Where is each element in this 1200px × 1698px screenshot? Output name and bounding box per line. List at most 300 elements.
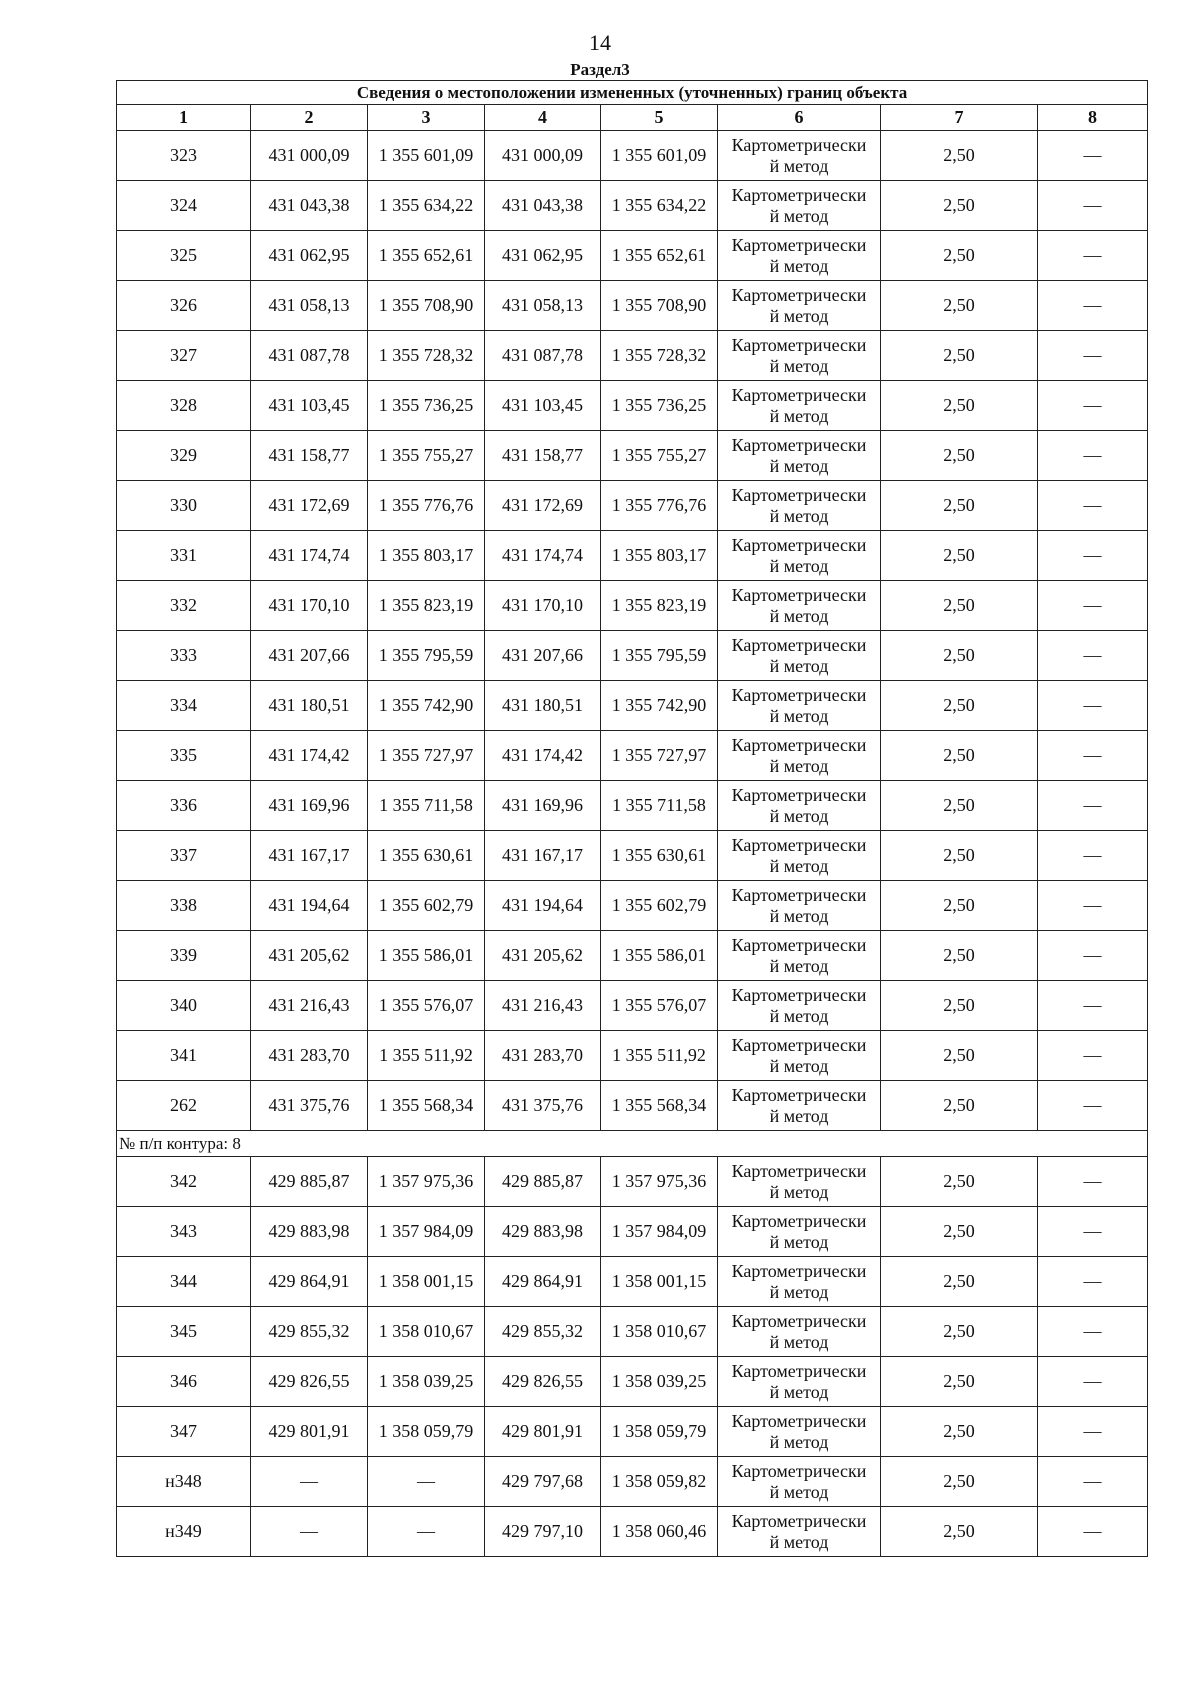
method-line: й метод [769,1005,829,1026]
x-new-cell: 431 169,96 [485,781,601,831]
description-cell: — [1038,731,1148,781]
accuracy-cell: 2,50 [881,331,1038,381]
description-cell: — [1038,381,1148,431]
x-old-cell: 429 864,91 [251,1257,368,1307]
y-old-cell: 1 357 975,36 [368,1157,485,1207]
method-line: й метод [769,1181,829,1202]
method-line: й метод [769,1331,829,1352]
method-line: й метод [769,855,829,876]
table-title: Сведения о местоположении измененных (уточненных) границ объекта [117,81,1148,105]
y-new-cell: 1 355 795,59 [601,631,718,681]
method-cell [718,231,881,281]
contour-label: № п/п контура: 8 [117,1131,1148,1157]
method-line: й метод [769,1431,829,1452]
y-old-cell: 1 355 803,17 [368,531,485,581]
method-line: й метод [769,605,829,626]
method-line: Картометрически [731,1410,867,1431]
method-line: й метод [769,1055,829,1076]
y-old-cell: 1 355 630,61 [368,831,485,881]
method-line: Картометрически [731,334,867,355]
x-new-cell: 429 855,32 [485,1307,601,1357]
accuracy-cell: 2,50 [881,981,1038,1031]
x-old-cell: 429 826,55 [251,1357,368,1407]
x-new-cell: 431 062,95 [485,231,601,281]
y-new-cell: 1 355 602,79 [601,881,718,931]
accuracy-cell: 2,50 [881,1157,1038,1207]
x-new-cell: 431 087,78 [485,331,601,381]
y-new-cell: 1 355 511,92 [601,1031,718,1081]
point-number-cell: 331 [117,531,251,581]
method-cell [718,631,881,681]
method-line: Картометрически [731,1210,867,1231]
accuracy-cell: 2,50 [881,281,1038,331]
x-old-cell: 431 000,09 [251,131,368,181]
description-cell: — [1038,631,1148,681]
method-line: Картометрически [731,534,867,555]
x-new-cell: 431 174,74 [485,531,601,581]
method-cell [718,581,881,631]
y-old-cell: 1 355 742,90 [368,681,485,731]
y-old-cell: 1 355 601,09 [368,131,485,181]
point-number-cell: 332 [117,581,251,631]
x-old-cell: — [251,1457,368,1507]
accuracy-cell: 2,50 [881,1081,1038,1131]
accuracy-cell: 2,50 [881,781,1038,831]
method-line: Картометрически [731,1360,867,1381]
page-number: 14 [589,30,611,55]
x-new-cell: 431 103,45 [485,381,601,431]
table-row [117,531,1148,581]
method-line: Картометрически [731,1310,867,1331]
method-line: Картометрически [731,1510,867,1531]
y-new-cell: 1 358 010,67 [601,1307,718,1357]
y-new-cell: 1 355 652,61 [601,231,718,281]
accuracy-cell: 2,50 [881,531,1038,581]
method-line: й метод [769,155,829,176]
x-old-cell: 431 172,69 [251,481,368,531]
method-line: Картометрически [731,1084,867,1105]
y-new-cell: 1 355 708,90 [601,281,718,331]
point-number-cell: 330 [117,481,251,531]
method-line: й метод [769,355,829,376]
x-old-cell: 431 170,10 [251,581,368,631]
y-old-cell: 1 358 059,79 [368,1407,485,1457]
table-row [117,381,1148,431]
y-old-cell: 1 357 984,09 [368,1207,485,1257]
accuracy-cell: 2,50 [881,481,1038,531]
description-cell: — [1038,1457,1148,1507]
point-number-cell: 326 [117,281,251,331]
table-row [117,431,1148,481]
point-number-cell: 339 [117,931,251,981]
point-number-cell: 345 [117,1307,251,1357]
method-cell [718,931,881,981]
table-row [117,1081,1148,1131]
point-number-cell: 342 [117,1157,251,1207]
x-new-cell: 431 194,64 [485,881,601,931]
table-row [117,331,1148,381]
y-old-cell: 1 358 010,67 [368,1307,485,1357]
table-row [117,1457,1148,1507]
description-cell: — [1038,681,1148,731]
y-new-cell: 1 355 601,09 [601,131,718,181]
y-new-cell: 1 355 727,97 [601,731,718,781]
y-old-cell: 1 355 736,25 [368,381,485,431]
y-old-cell: 1 355 602,79 [368,881,485,931]
y-old-cell: 1 355 795,59 [368,631,485,681]
x-new-cell: 431 043,38 [485,181,601,231]
y-new-cell: 1 355 755,27 [601,431,718,481]
y-new-cell: 1 355 568,34 [601,1081,718,1131]
method-cell [718,781,881,831]
y-new-cell: 1 355 823,19 [601,581,718,631]
method-cell [718,131,881,181]
table-row [117,681,1148,731]
method-line: Картометрически [731,884,867,905]
table-row [117,131,1148,181]
x-old-cell: 429 855,32 [251,1307,368,1357]
method-cell [718,181,881,231]
point-number-cell: 340 [117,981,251,1031]
y-new-cell: 1 358 039,25 [601,1357,718,1407]
column-number: 6 [718,105,881,131]
point-number-cell: 262 [117,1081,251,1131]
description-cell: — [1038,331,1148,381]
method-cell [718,881,881,931]
point-number-cell: 333 [117,631,251,681]
point-number-cell: н349 [117,1507,251,1557]
method-cell [718,1081,881,1131]
point-number-cell: 334 [117,681,251,731]
accuracy-cell: 2,50 [881,431,1038,481]
y-old-cell: 1 355 568,34 [368,1081,485,1131]
method-line: й метод [769,555,829,576]
contour-label-row [117,1131,1148,1157]
column-number: 8 [1038,105,1148,131]
x-old-cell: 431 158,77 [251,431,368,481]
y-old-cell: 1 355 511,92 [368,1031,485,1081]
method-line: Картометрически [731,384,867,405]
table-row [117,231,1148,281]
column-number: 4 [485,105,601,131]
method-cell [718,331,881,381]
description-cell: — [1038,581,1148,631]
accuracy-cell: 2,50 [881,131,1038,181]
method-line: й метод [769,1481,829,1502]
method-cell [718,1031,881,1081]
y-new-cell: 1 355 630,61 [601,831,718,881]
y-old-cell: 1 355 755,27 [368,431,485,481]
description-cell: — [1038,181,1148,231]
x-new-cell: 431 174,42 [485,731,601,781]
x-new-cell: 431 216,43 [485,981,601,1031]
table-row [117,1407,1148,1457]
point-number-cell: 344 [117,1257,251,1307]
y-new-cell: 1 355 803,17 [601,531,718,581]
method-line: Картометрически [731,1034,867,1055]
method-cell [718,731,881,781]
y-new-cell: 1 355 776,76 [601,481,718,531]
x-old-cell: 431 205,62 [251,931,368,981]
column-number: 2 [251,105,368,131]
x-old-cell: 431 174,74 [251,531,368,581]
x-old-cell: 431 194,64 [251,881,368,931]
x-old-cell: 431 058,13 [251,281,368,331]
description-cell: — [1038,931,1148,981]
point-number-cell: н348 [117,1457,251,1507]
method-line: й метод [769,805,829,826]
column-number: 5 [601,105,718,131]
y-old-cell: 1 355 586,01 [368,931,485,981]
method-line: й метод [769,205,829,226]
method-cell [718,531,881,581]
y-new-cell: 1 358 059,79 [601,1407,718,1457]
accuracy-cell: 2,50 [881,1257,1038,1307]
accuracy-cell: 2,50 [881,1407,1038,1457]
method-cell [718,1207,881,1257]
table-row [117,1257,1148,1307]
description-cell: — [1038,1357,1148,1407]
method-line: Картометрически [731,434,867,455]
description-cell: — [1038,1207,1148,1257]
method-line: Картометрически [731,834,867,855]
method-cell [718,481,881,531]
x-new-cell: 431 000,09 [485,131,601,181]
method-cell [718,1307,881,1357]
accuracy-cell: 2,50 [881,731,1038,781]
accuracy-cell: 2,50 [881,631,1038,681]
column-number: 7 [881,105,1038,131]
description-cell: — [1038,1031,1148,1081]
method-line: й метод [769,255,829,276]
y-old-cell: 1 355 576,07 [368,981,485,1031]
accuracy-cell: 2,50 [881,381,1038,431]
description-cell: — [1038,1307,1148,1357]
method-cell [718,1457,881,1507]
method-line: Картометрически [731,584,867,605]
y-old-cell: 1 355 728,32 [368,331,485,381]
method-line: й метод [769,1281,829,1302]
accuracy-cell: 2,50 [881,681,1038,731]
y-new-cell: 1 357 975,36 [601,1157,718,1207]
accuracy-cell: 2,50 [881,1507,1038,1557]
method-line: й метод [769,955,829,976]
x-old-cell: 431 103,45 [251,381,368,431]
y-new-cell: 1 355 586,01 [601,931,718,981]
method-line: Картометрически [731,1260,867,1281]
x-new-cell: 431 158,77 [485,431,601,481]
table-row [117,1207,1148,1257]
x-old-cell: 431 167,17 [251,831,368,881]
description-cell: — [1038,531,1148,581]
table-row [117,831,1148,881]
table-row [117,281,1148,331]
method-line: Картометрически [731,284,867,305]
point-number-cell: 337 [117,831,251,881]
table-row [117,631,1148,681]
table-row [117,1307,1148,1357]
table-row [117,481,1148,531]
section-title: Раздел3 [570,60,630,79]
table-row [117,931,1148,981]
y-old-cell: 1 355 823,19 [368,581,485,631]
table-row [117,1157,1148,1207]
accuracy-cell: 2,50 [881,831,1038,881]
description-cell: — [1038,1081,1148,1131]
y-old-cell: 1 358 039,25 [368,1357,485,1407]
method-line: й метод [769,405,829,426]
table-row [117,1031,1148,1081]
method-line: Картометрически [731,484,867,505]
description-cell: — [1038,1257,1148,1307]
accuracy-cell: 2,50 [881,1207,1038,1257]
x-new-cell: 431 172,69 [485,481,601,531]
accuracy-cell: 2,50 [881,931,1038,981]
method-cell [718,1257,881,1307]
x-old-cell: 431 375,76 [251,1081,368,1131]
method-line: Картометрически [731,234,867,255]
accuracy-cell: 2,50 [881,1031,1038,1081]
point-number-cell: 343 [117,1207,251,1257]
accuracy-cell: 2,50 [881,231,1038,281]
description-cell: — [1038,1507,1148,1557]
accuracy-cell: 2,50 [881,1357,1038,1407]
x-old-cell: 431 180,51 [251,681,368,731]
method-cell [718,431,881,481]
description-cell: — [1038,231,1148,281]
x-old-cell: 431 062,95 [251,231,368,281]
description-cell: — [1038,881,1148,931]
method-cell [718,1157,881,1207]
table-body [117,131,1148,1557]
y-old-cell: 1 355 776,76 [368,481,485,531]
method-line: й метод [769,655,829,676]
table-row [117,581,1148,631]
method-line: Картометрически [731,634,867,655]
x-new-cell: 431 283,70 [485,1031,601,1081]
table-row [117,981,1148,1031]
y-old-cell: 1 355 727,97 [368,731,485,781]
x-new-cell: 431 205,62 [485,931,601,981]
y-old-cell: 1 355 708,90 [368,281,485,331]
x-new-cell: 429 864,91 [485,1257,601,1307]
x-old-cell: 431 174,42 [251,731,368,781]
x-old-cell: 431 087,78 [251,331,368,381]
table-row [117,731,1148,781]
x-new-cell: 429 883,98 [485,1207,601,1257]
description-cell: — [1038,781,1148,831]
y-new-cell: 1 358 060,46 [601,1507,718,1557]
point-number-cell: 327 [117,331,251,381]
x-old-cell: 429 801,91 [251,1407,368,1457]
method-cell [718,1357,881,1407]
y-old-cell: — [368,1457,485,1507]
y-new-cell: 1 355 634,22 [601,181,718,231]
method-line: Картометрически [731,684,867,705]
method-cell [718,1507,881,1557]
method-line: й метод [769,1231,829,1252]
method-line: Картометрически [731,934,867,955]
point-number-cell: 323 [117,131,251,181]
method-line: й метод [769,455,829,476]
x-old-cell: 431 169,96 [251,781,368,831]
table-row [117,1507,1148,1557]
coordinates-table [116,80,1148,1557]
method-cell [718,831,881,881]
description-cell: — [1038,1157,1148,1207]
table-row [117,181,1148,231]
x-old-cell: 431 043,38 [251,181,368,231]
y-old-cell: 1 355 634,22 [368,181,485,231]
y-new-cell: 1 357 984,09 [601,1207,718,1257]
y-old-cell: 1 355 652,61 [368,231,485,281]
x-new-cell: 431 167,17 [485,831,601,881]
point-number-cell: 335 [117,731,251,781]
method-line: Картометрически [731,184,867,205]
x-new-cell: 429 797,10 [485,1507,601,1557]
method-cell [718,381,881,431]
description-cell: — [1038,281,1148,331]
description-cell: — [1038,1407,1148,1457]
column-number: 3 [368,105,485,131]
y-new-cell: 1 355 728,32 [601,331,718,381]
description-cell: — [1038,481,1148,531]
method-line: Картометрически [731,1460,867,1481]
method-cell [718,981,881,1031]
point-number-cell: 346 [117,1357,251,1407]
column-number: 1 [117,105,251,131]
accuracy-cell: 2,50 [881,181,1038,231]
point-number-cell: 329 [117,431,251,481]
x-old-cell: 431 207,66 [251,631,368,681]
x-new-cell: 429 826,55 [485,1357,601,1407]
method-cell [718,281,881,331]
y-new-cell: 1 355 711,58 [601,781,718,831]
description-cell: — [1038,981,1148,1031]
method-line: Картометрически [731,1160,867,1181]
description-cell: — [1038,831,1148,881]
method-line: й метод [769,1105,829,1126]
method-line: Картометрически [731,784,867,805]
method-line: й метод [769,305,829,326]
point-number-cell: 328 [117,381,251,431]
description-cell: — [1038,431,1148,481]
column-number-row [117,105,1148,131]
method-line: й метод [769,1531,829,1552]
table-row [117,1357,1148,1407]
x-new-cell: 429 885,87 [485,1157,601,1207]
accuracy-cell: 2,50 [881,581,1038,631]
y-new-cell: 1 358 001,15 [601,1257,718,1307]
description-cell: — [1038,131,1148,181]
y-new-cell: 1 358 059,82 [601,1457,718,1507]
accuracy-cell: 2,50 [881,881,1038,931]
method-line: Картометрически [731,134,867,155]
y-new-cell: 1 355 736,25 [601,381,718,431]
point-number-cell: 347 [117,1407,251,1457]
accuracy-cell: 2,50 [881,1457,1038,1507]
x-new-cell: 431 375,76 [485,1081,601,1131]
x-new-cell: 431 058,13 [485,281,601,331]
method-line: й метод [769,505,829,526]
x-old-cell: 429 883,98 [251,1207,368,1257]
x-old-cell: 431 216,43 [251,981,368,1031]
method-line: й метод [769,1381,829,1402]
method-line: Картометрически [731,984,867,1005]
method-cell [718,1407,881,1457]
point-number-cell: 336 [117,781,251,831]
y-old-cell: 1 358 001,15 [368,1257,485,1307]
